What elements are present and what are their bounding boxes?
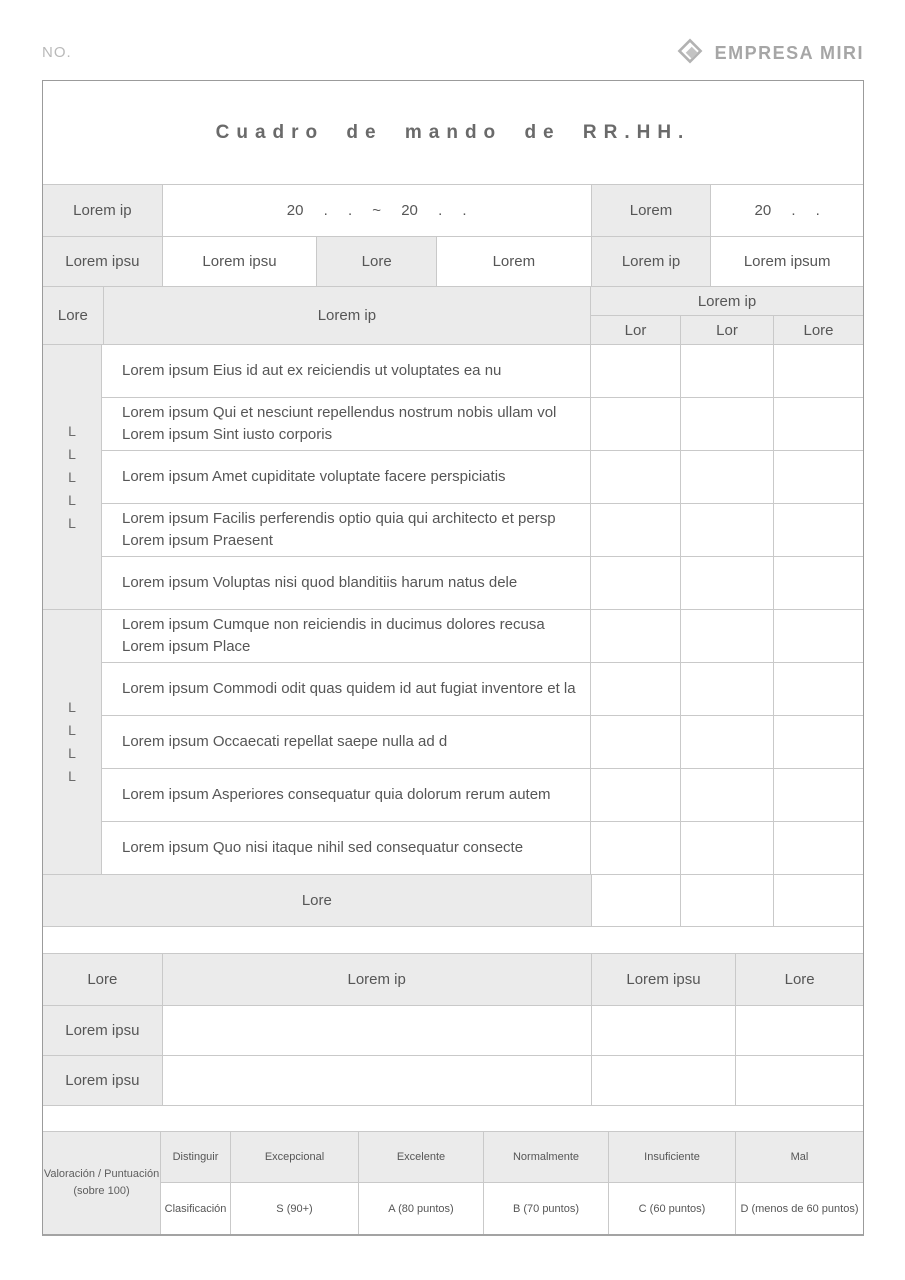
table-row — [102, 822, 863, 875]
table-row — [102, 398, 863, 451]
rating-label-line2: (sobre 100) — [73, 1185, 130, 1197]
period-row — [43, 185, 863, 237]
header-subcol-1: Lor — [591, 316, 681, 345]
score-cell[interactable] — [681, 822, 774, 875]
score-cell[interactable] — [774, 716, 863, 769]
score-cell[interactable] — [774, 451, 863, 504]
score-cell[interactable] — [681, 398, 774, 451]
score-cell[interactable] — [774, 610, 863, 663]
score-cell[interactable] — [774, 663, 863, 716]
info-label-2: Lore — [317, 237, 437, 287]
header-item: Lorem ip — [104, 287, 591, 345]
table-row — [102, 451, 863, 504]
row-item-text: Lorem ipsum Amet cupiditate voluptate facere perspiciatis — [102, 451, 591, 504]
row-item-text: Lorem ipsum Facilis perferendis optio quia qui architecto et persp Lorem ipsum Praesent — [102, 504, 591, 557]
company-brand — [675, 36, 864, 71]
side-letter: L — [68, 514, 76, 531]
score-cell[interactable] — [774, 504, 863, 557]
score-cell[interactable] — [591, 663, 681, 716]
company-name: EMPRESA MIRI — [714, 43, 864, 63]
rating-grade: Insuficiente — [609, 1132, 736, 1183]
row-item-text: Lorem ipsum Asperiores consequatur quia dolorum rerum autem — [102, 769, 591, 822]
score-cell[interactable] — [774, 822, 863, 875]
total-score-cell[interactable] — [681, 875, 774, 927]
t2-input-cell[interactable] — [736, 1056, 863, 1106]
info-value-2[interactable]: Lorem — [437, 237, 592, 287]
row-item-text: Lorem ipsum Eius id aut ex reiciendis ut voluptates ea nu — [102, 345, 591, 398]
header-score-subcolumns — [591, 316, 863, 345]
t2-input-cell[interactable] — [592, 1006, 737, 1056]
t2-input-cell[interactable] — [736, 1006, 863, 1056]
row-item-text: Lorem ipsum Occaecati repellat saepe nulla ad d — [102, 716, 591, 769]
row-item-text: Lorem ipsum Qui et nesciunt repellendus nostrum nobis ullam vol Lorem ipsum Sint iusto corporis — [102, 398, 591, 451]
title-box — [43, 81, 863, 185]
rating-column — [736, 1132, 863, 1234]
t2-header-4: Lore — [736, 954, 863, 1006]
rating-column — [161, 1132, 231, 1234]
spacer-row — [43, 1106, 863, 1132]
score-cell[interactable] — [681, 769, 774, 822]
rating-grade-label: Distinguir — [161, 1132, 231, 1183]
score-cell[interactable] — [591, 769, 681, 822]
date-field[interactable]: 20 . . — [711, 185, 863, 237]
score-cell[interactable] — [681, 504, 774, 557]
info-row — [43, 237, 863, 287]
group-2-side-label — [43, 610, 102, 875]
secondary-table-row — [43, 1006, 863, 1056]
row-item-text: Lorem ipsum Voluptas nisi quod blanditiis harum natus dele — [102, 557, 591, 610]
score-cell[interactable] — [681, 610, 774, 663]
info-value-1[interactable]: Lorem ipsu — [163, 237, 318, 287]
score-cell[interactable] — [681, 557, 774, 610]
table-row — [102, 504, 863, 557]
side-letter: L — [68, 745, 76, 761]
total-score-cell[interactable] — [592, 875, 682, 927]
rating-grade: Mal — [736, 1132, 863, 1183]
diamond-logo-icon — [675, 36, 705, 71]
side-letter: L — [68, 699, 76, 715]
table-row — [102, 716, 863, 769]
document-number-label: NO. — [42, 44, 72, 61]
score-cell[interactable] — [591, 610, 681, 663]
score-cell[interactable] — [774, 398, 863, 451]
row-item-text: Lorem ipsum Commodi odit quas quidem id aut fugiat inventore et la — [102, 663, 591, 716]
period-label: Lorem ip — [43, 185, 163, 237]
info-label-1: Lorem ipsu — [43, 237, 163, 287]
total-label: Lore — [43, 875, 592, 927]
side-letter: L — [68, 422, 76, 439]
t2-input-cell[interactable] — [163, 1056, 592, 1106]
side-letter: L — [68, 768, 76, 784]
rating-score: S (90+) — [231, 1183, 359, 1234]
rating-column — [484, 1132, 609, 1234]
table-row — [102, 345, 863, 398]
side-letter: L — [68, 491, 76, 508]
table-row — [102, 557, 863, 610]
score-cell[interactable] — [591, 451, 681, 504]
score-cell[interactable] — [681, 663, 774, 716]
score-cell[interactable] — [681, 345, 774, 398]
rating-column — [609, 1132, 736, 1234]
date-label: Lorem — [592, 185, 712, 237]
t2-header-2: Lorem ip — [163, 954, 592, 1006]
spacer-row — [43, 927, 863, 954]
score-cell[interactable] — [591, 822, 681, 875]
rating-score: B (70 puntos) — [484, 1183, 609, 1234]
score-cell[interactable] — [774, 769, 863, 822]
score-cell[interactable] — [774, 345, 863, 398]
main-table-header — [43, 287, 863, 345]
info-value-3[interactable]: Lorem ipsum — [711, 237, 863, 287]
t2-row-label: Lorem ipsu — [43, 1056, 163, 1106]
side-letter: L — [68, 445, 76, 462]
rating-column — [359, 1132, 484, 1234]
score-cell[interactable] — [591, 504, 681, 557]
t2-input-cell[interactable] — [592, 1056, 737, 1106]
rating-grade: Excelente — [359, 1132, 484, 1183]
score-cell[interactable] — [681, 716, 774, 769]
table-row — [102, 769, 863, 822]
side-letter: L — [68, 468, 76, 485]
total-score-cell[interactable] — [774, 875, 863, 927]
category-group-2 — [43, 610, 863, 875]
t2-row-label: Lorem ipsu — [43, 1006, 163, 1056]
rating-column — [231, 1132, 359, 1234]
header-category: Lore — [43, 287, 104, 345]
rating-score: D (menos de 60 puntos) — [736, 1183, 863, 1234]
rating-grade: Normalmente — [484, 1132, 609, 1183]
period-range-field[interactable]: 20 . . ~ 20 . . — [163, 185, 592, 237]
rating-grade: Excepcional — [231, 1132, 359, 1183]
header-subcol-3: Lore — [774, 316, 863, 345]
rating-side-label — [43, 1132, 161, 1234]
table-row — [102, 610, 863, 663]
row-item-text: Lorem ipsum Quo nisi itaque nihil sed consequatur consecte — [102, 822, 591, 875]
rating-score-label: Clasificación — [161, 1183, 231, 1234]
secondary-table-row — [43, 1056, 863, 1106]
score-cell[interactable] — [591, 716, 681, 769]
t2-header-1: Lore — [43, 954, 163, 1006]
rating-label-line1: Valoración / Puntuación — [43, 1168, 160, 1180]
score-cell[interactable] — [774, 557, 863, 610]
t2-header-3: Lorem ipsu — [592, 954, 737, 1006]
score-cell[interactable] — [681, 451, 774, 504]
main-table-total-row — [43, 875, 863, 927]
score-cell[interactable] — [591, 557, 681, 610]
group-1-side-label — [43, 345, 102, 610]
rating-score: C (60 puntos) — [609, 1183, 736, 1234]
rating-score: A (80 puntos) — [359, 1183, 484, 1234]
t2-input-cell[interactable] — [163, 1006, 592, 1056]
rating-table — [43, 1132, 863, 1234]
score-cell[interactable] — [591, 345, 681, 398]
score-cell[interactable] — [591, 398, 681, 451]
header-subcol-2: Lor — [681, 316, 774, 345]
hr-dashboard-form — [42, 80, 864, 1236]
category-group-1 — [43, 345, 863, 610]
table-row — [102, 663, 863, 716]
side-letter: L — [68, 722, 76, 738]
row-item-text: Lorem ipsum Cumque non reiciendis in ducimus dolores recusa Lorem ipsum Place — [102, 610, 591, 663]
page-title: Cuadro de mando de RR.HH. — [215, 121, 691, 143]
secondary-table-header — [43, 954, 863, 1006]
info-label-3: Lorem ip — [592, 237, 712, 287]
header-score-group: Lorem ip — [591, 287, 863, 316]
